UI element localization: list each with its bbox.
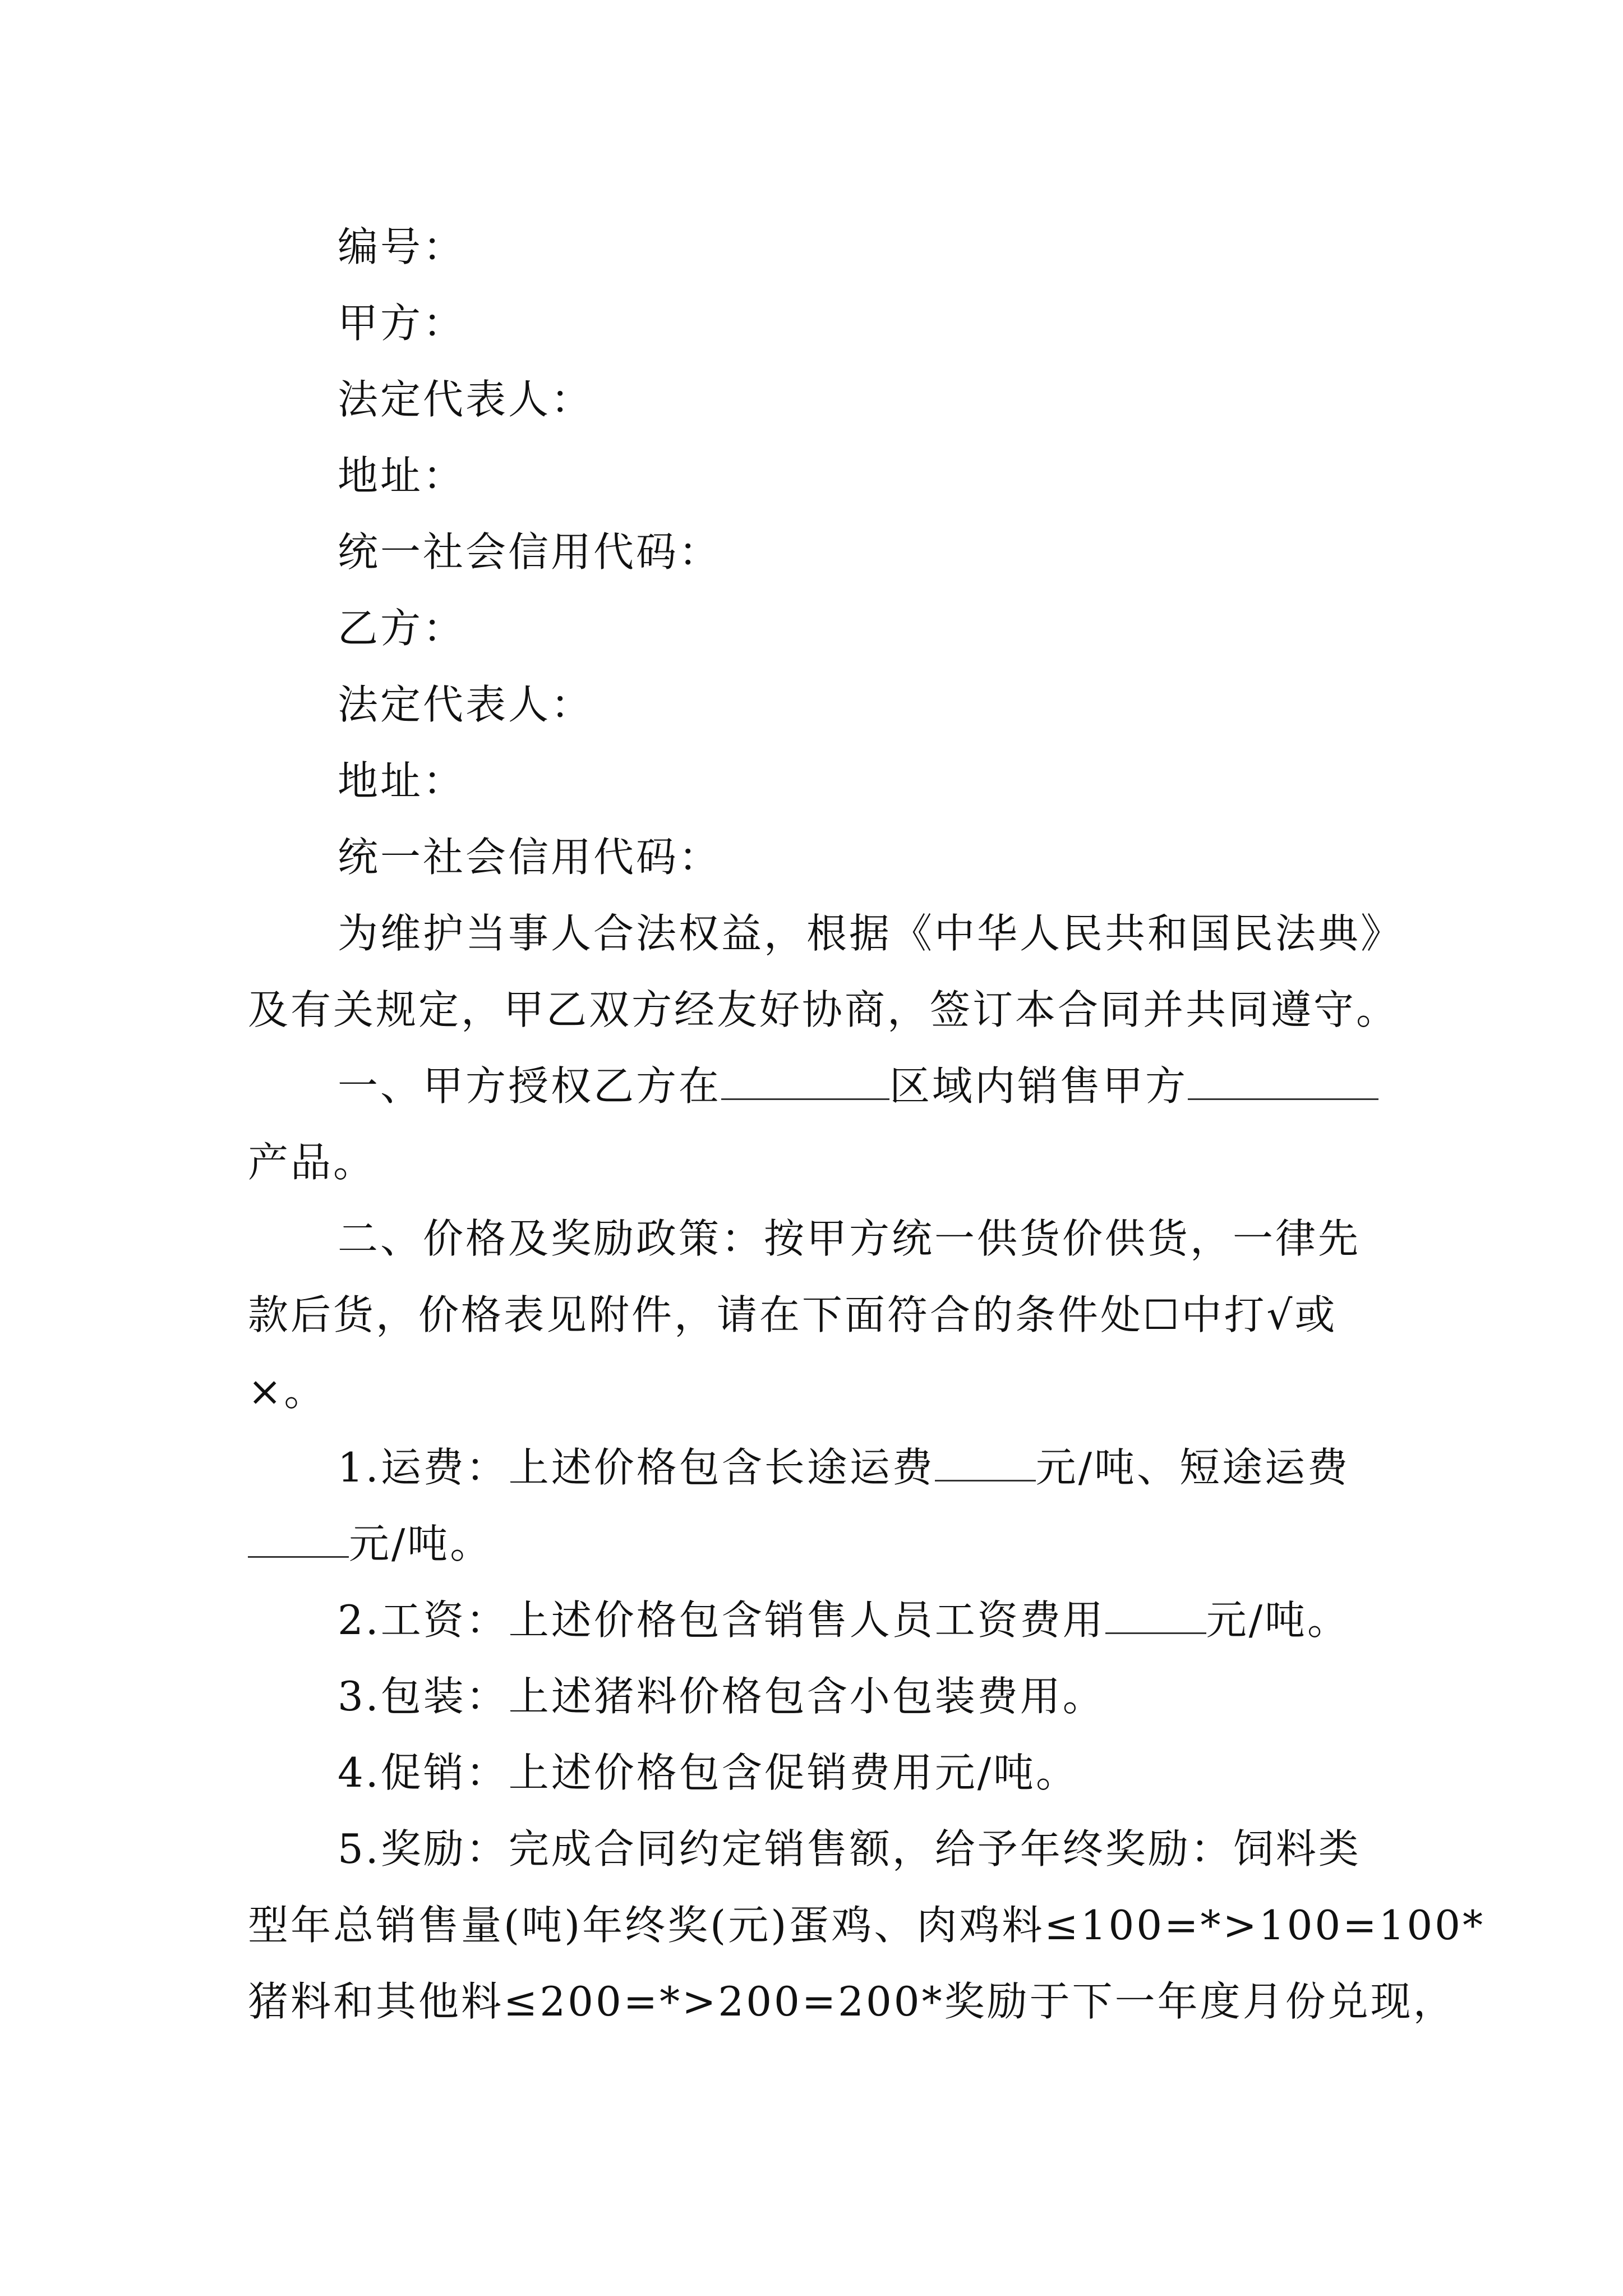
item-5-line-2: 型年总销售量(吨)年终奖(元)蛋鸡、肉鸡料≤100=*>100=100* bbox=[248, 1902, 1485, 1949]
item-2-text-b: 元/吨。 bbox=[1206, 1596, 1350, 1644]
region-blank bbox=[721, 1062, 889, 1100]
item-4-line: 4.促销：上述价格包含促销费用元/吨。 bbox=[338, 1749, 1078, 1796]
item-1-line-1 bbox=[248, 1429, 1375, 1506]
item-1-text-b: 元/吨、短途运费 bbox=[1035, 1444, 1350, 1491]
clause-1-line bbox=[248, 1048, 1375, 1124]
party-a-credit-code-line: 统一社会信用代码： bbox=[338, 528, 722, 576]
party-a-address-line: 地址： bbox=[338, 452, 466, 499]
clause-2-line-2: 款后货，价格表见附件，请在下面符合的条件处☐中打√或 bbox=[248, 1291, 1338, 1338]
clause-1-text-b: 区域内销售甲方 bbox=[889, 1062, 1188, 1110]
clause-2-line-3: ×。 bbox=[248, 1368, 327, 1415]
long-freight-blank bbox=[935, 1443, 1036, 1481]
party-b-address-line: 地址： bbox=[338, 757, 466, 804]
party-b-rep-line: 法定代表人： bbox=[338, 681, 594, 728]
preamble-line-2: 及有关规定，甲乙双方经友好协商，签订本合同并共同遵守。 bbox=[248, 986, 1399, 1033]
item-1-line-2 bbox=[248, 1506, 1375, 1582]
item-5-line-3: 猪料和其他料≤200=*>200=200*奖励于下一年度月份兑现， bbox=[248, 1978, 1456, 2025]
product-blank bbox=[1188, 1062, 1378, 1100]
party-b-credit-code-line: 统一社会信用代码： bbox=[338, 834, 722, 881]
short-freight-blank bbox=[248, 1520, 349, 1558]
party-a-rep-line: 法定代表人： bbox=[338, 376, 594, 423]
party-a-line: 甲方： bbox=[338, 300, 466, 347]
item-3-line: 3.包装：上述猪料价格包含小包装费用。 bbox=[338, 1673, 1105, 1720]
item-1-text-c: 元/吨。 bbox=[349, 1520, 493, 1567]
number-line: 编号： bbox=[338, 223, 466, 270]
item-1-text-a: 1.运费：上述价格包含长途运费 bbox=[338, 1444, 935, 1491]
preamble-line-1: 为维护当事人合法权益，根据《中华人民共和国民法典》 bbox=[338, 910, 1404, 957]
clause-2-line-1: 二、价格及奖励政策：按甲方统一供货价供货，一律先 bbox=[338, 1215, 1361, 1262]
party-b-line: 乙方： bbox=[338, 605, 466, 652]
item-2-line bbox=[248, 1582, 1375, 1658]
wage-blank bbox=[1105, 1596, 1206, 1634]
clause-1-text-a: 一、甲方授权乙方在 bbox=[338, 1062, 722, 1110]
clause-1-line-2: 产品。 bbox=[248, 1139, 376, 1186]
item-2-text-a: 2.工资：上述价格包含销售人员工资费用 bbox=[338, 1596, 1105, 1644]
contract-body bbox=[248, 209, 1485, 2040]
item-5-line-1: 5.奖励：完成合同约定销售额，给予年终奖励：饲料类 bbox=[338, 1825, 1361, 1872]
